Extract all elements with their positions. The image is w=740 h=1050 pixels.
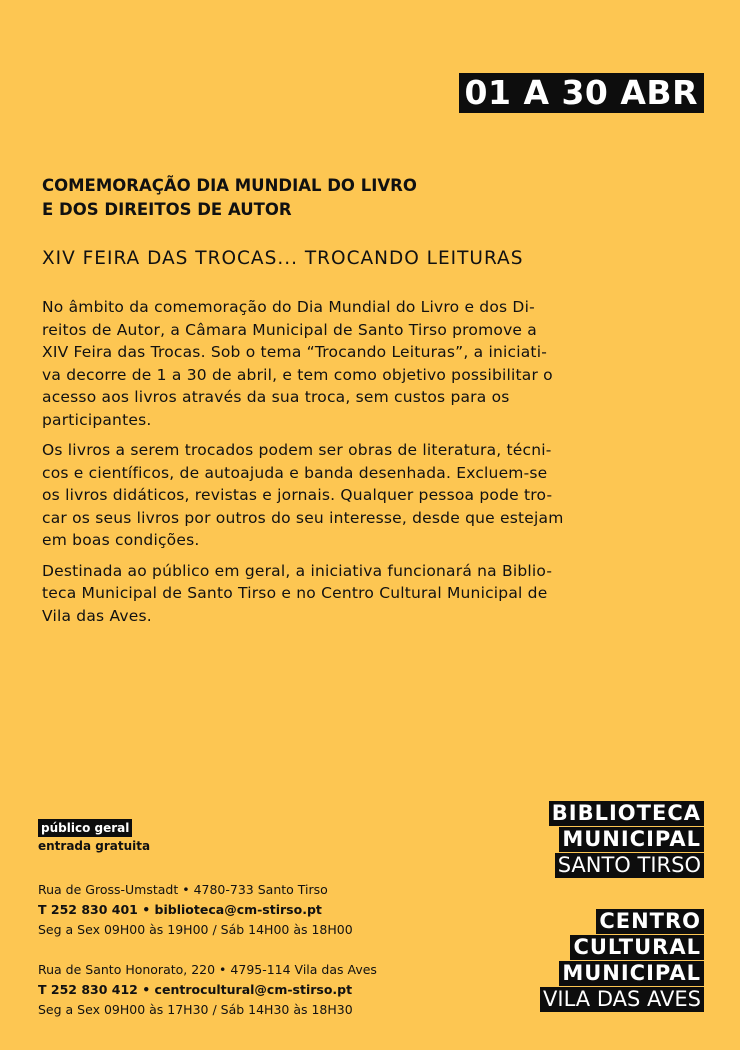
logo-line: CENTRO [596, 909, 704, 934]
audience-info [38, 819, 150, 855]
street: Rua de Santo Honorato, 220 • 4795-114 Vila das Aves [38, 962, 377, 977]
text-line: Destinada ao público em geral, a iniciativa funcionará na Biblio- [42, 561, 553, 580]
logo-centro-cultural [540, 909, 704, 1013]
event-subtitle: XIV FEIRA DAS TROCAS... TROCANDO LEITURAS [42, 248, 524, 269]
contact: T 252 830 401 • biblioteca@cm-stirso.pt [38, 902, 322, 917]
logo-line: BIBLIOTECA [549, 801, 704, 826]
text-line: reitos de Autor, a Câmara Municipal de Santo Tirso promove a [42, 320, 537, 339]
logo-place: VILA DAS AVES [540, 987, 704, 1012]
text-line: cos e científicos, de autoajuda e banda desenhada. Excluem-se [42, 463, 548, 482]
text-line: No âmbito da comemoração do Dia Mundial do Livro e dos Di- [42, 298, 535, 316]
text-line: teca Municipal de Santo Tirso e no Centro Cultural Municipal de [42, 584, 548, 602]
text-line: Vila das Aves. [42, 606, 152, 625]
contact: T 252 830 412 • centrocultural@cm-stirso.pt [38, 982, 353, 997]
logo-line: MUNICIPAL [559, 827, 704, 852]
text-line: car os seus livros por outros do seu interesse, desde que estejam [42, 508, 564, 527]
title-line: COMEMORAÇÃO DIA MUNDIAL DO LIVRO [42, 176, 417, 195]
text-line: acesso aos livros através da sua troca, sem custos para os [42, 388, 510, 406]
text-line: os livros didáticos, revistas e jornais. Qualquer pessoa pode tro- [42, 486, 553, 504]
audience-tag: público geral [38, 819, 132, 837]
text-line: participantes. [42, 410, 152, 429]
logo-line: MUNICIPAL [559, 961, 704, 986]
hours: Seg a Sex 09H00 às 17H30 / Sáb 14H30 às 18H30 [38, 1002, 353, 1017]
address-biblioteca [38, 880, 353, 940]
text-line: XIV Feira das Trocas. Sob o tema “Trocando Leituras”, a iniciati- [42, 343, 547, 361]
paragraph [42, 560, 602, 628]
logo-line: CULTURAL [570, 935, 704, 960]
entry-info: entrada gratuita [38, 839, 151, 853]
description [42, 296, 602, 635]
title-line: E DOS DIREITOS DE AUTOR [42, 200, 292, 219]
text-line: em boas condições. [42, 531, 200, 549]
street: Rua de Gross-Umstadt • 4780-733 Santo Tirso [38, 882, 328, 897]
event-title [42, 174, 417, 222]
text-line: Os livros a serem trocados podem ser obras de literatura, técni- [42, 441, 552, 459]
address-centro-cultural [38, 960, 377, 1020]
logo-biblioteca-municipal [549, 801, 704, 879]
paragraph [42, 296, 602, 431]
hours: Seg a Sex 09H00 às 19H00 / Sáb 14H00 às 18H00 [38, 922, 353, 937]
text-line: va decorre de 1 a 30 de abril, e tem como objetivo possibilitar o [42, 365, 553, 384]
date-badge: 01 A 30 ABR [459, 73, 704, 113]
logo-place: SANTO TIRSO [555, 853, 704, 878]
paragraph [42, 439, 602, 552]
